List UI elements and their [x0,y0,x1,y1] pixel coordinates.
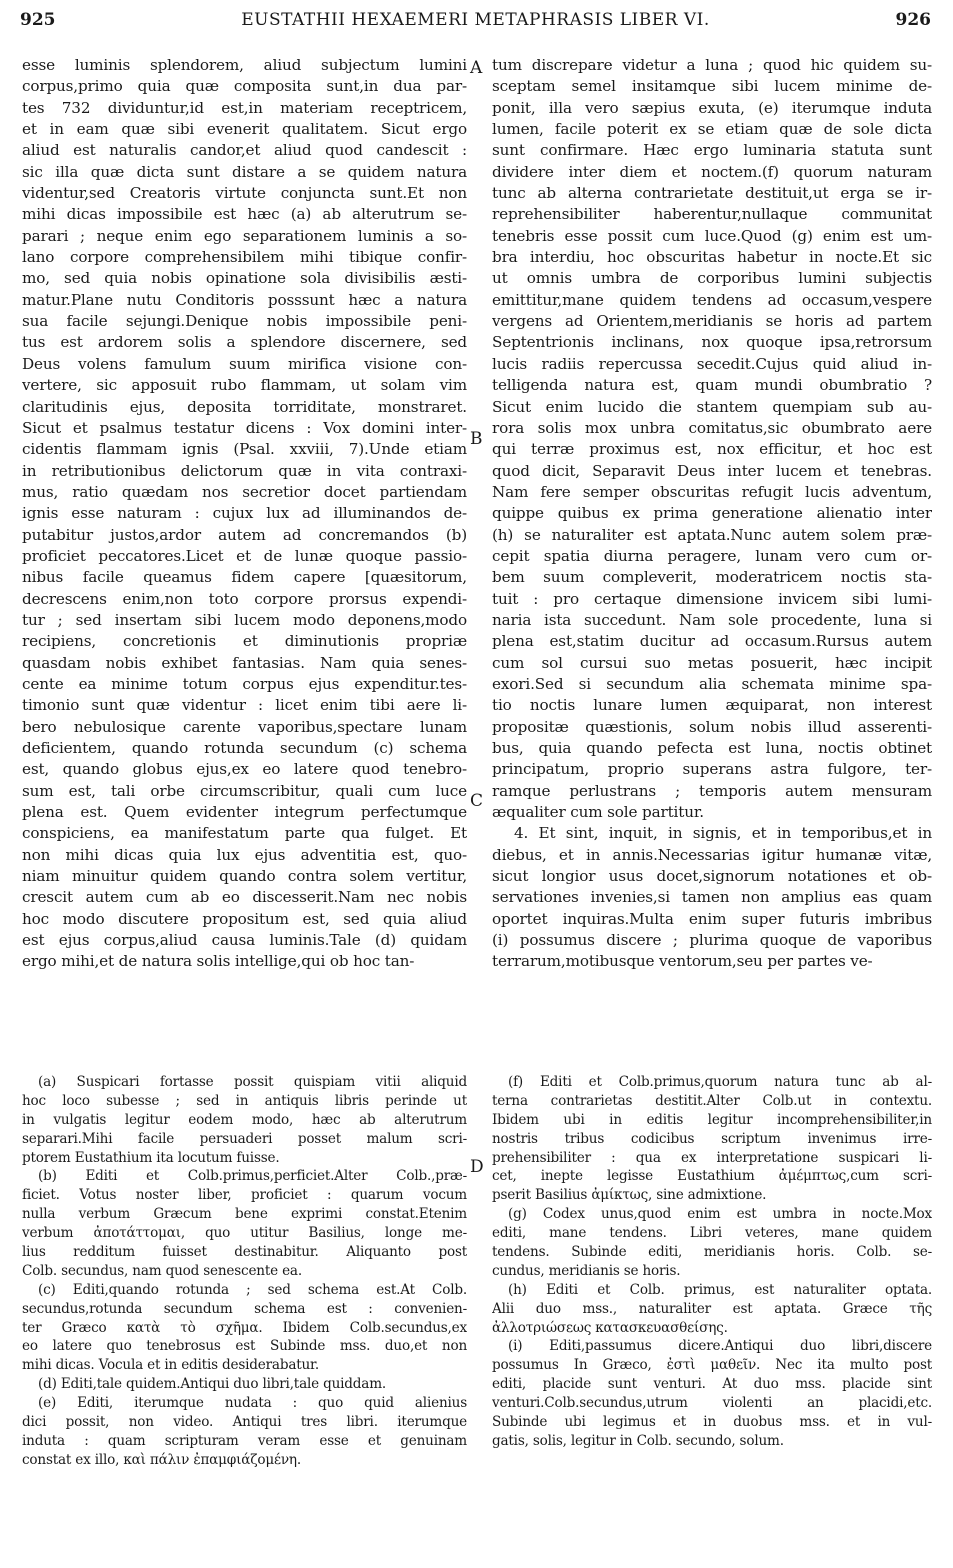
text-line: tunc ab alterna contrarietate destituit,ut erga se ir- [492,184,932,203]
footnote-line: gatis, solis, legitur in Colb. secundo, solum. [492,1432,784,1449]
text-line: recipiens, concretionis et diminutionis propriæ [22,632,467,651]
text-line: sceptam semel insitamque sibi lucem minime de- [492,77,932,96]
text-line: lumen, facile poterit ex se etiam quæ de sole dicta [492,120,932,139]
text-line: dividere inter diem et noctem.(f) quorum naturam [492,162,932,181]
footnote-line: Alii duo mss., naturaliter est aptata. Græce τῆς [492,1300,932,1317]
footnote-line: hoc loco subesse ; sed in antiquis libris perinde ut [22,1092,467,1109]
text-line: diebus, et in annis.Necessarias igitur humanæ vitæ, [492,845,932,864]
text-line: crescit autem cum ab eo discesserit.Nam nec nobis [22,888,467,907]
footnote-line: terna contrarietas destitit.Alter Colb.ut in contextu. [492,1092,932,1109]
text-line: esse luminis splendorem, aliud subjectum lumini [22,56,467,74]
footnote-line: ptorem Eustathium ita locutum fuisse. [22,1149,280,1166]
right-text-column [492,55,932,973]
text-line: telligenda natura est, quam mundi obumbratio ? [492,376,932,395]
text-line: tuit : pro certaque dimensione invicem sibi lumi- [492,589,932,608]
text-line: vergens ad Orientem,meridianis se horis ad partem [492,312,932,331]
text-line: Nam fere semper obscuritas refugit lucis adventum, [492,482,932,501]
footnote-line: (f) Editi et Colb.primus,quorum natura tunc ab al- [508,1074,932,1090]
footnote-line: (a) Suspicari fortasse possit quispiam vitii aliquid [38,1074,467,1090]
text-line: ut omnis umbra de corporibus lumini subjectis [492,269,932,288]
margin-letter-c: C [470,791,484,811]
text-line: non mihi dicas quia lux ejus adventitia est, quo- [22,845,467,864]
footnote-line: (c) Editi,quando rotunda ; sed schema est.At Colb. [38,1281,467,1298]
text-line: principatum, proprio superans astra fulgore, ter- [492,760,932,779]
footnote-line: (i) Editi,passumus dicere.Antiqui duo libri,discere [508,1338,932,1355]
text-line: reprehensibiliter haberentur,nullaque communitat [492,205,932,224]
footnote-line: nulla verbum Græcum bene exprimi constat.Etenim [22,1206,467,1223]
footnote-line: (h) Editi et Colb. primus, est naturaliter optata. [508,1281,932,1298]
footnote-line: (b) Editi et Colb.primus,perficiet.Alter Colb.,præ- [38,1168,467,1185]
footnote-line: constat ex illo, καὶ πάλιν ἐπαμφιάζομένη. [22,1451,301,1468]
text-line: vertere, sic apposuit rubo flammam, ut solam vim [22,376,467,395]
text-line: bero nebulosique carente vaporibus,spectare lunam [22,717,467,736]
footnote-line: induta : quam scripturam veram esse et genuinam [22,1432,467,1449]
text-line: plena est. Quem evidenter integrum perfectumque [22,803,467,822]
text-line: quasdam nobis exhibet fantasias. Nam quia senes- [22,653,467,672]
text-line: et in eam quæ sibi evenerit qualitatem. Sicut ergo [22,120,467,139]
footnote-line: pserit Basilius ἀμίκτως, sine admixtione. [492,1187,767,1204]
text-line: (i) possumus discere ; plurima quoque de vaporibus [492,931,932,950]
footnote-line: Ibidem ubi in editis legitur incomprehensibiliter,in [492,1111,932,1128]
text-line: Deus volens famulum suum mirifica visione con- [22,354,467,373]
text-line: decrescens enim,non toto corpore prorsus expendi- [22,589,467,608]
footnote-line: mihi dicas. Vocula et in editis desiderabatur. [22,1357,319,1374]
text-line: ignis esse naturam : cujux lux ad illuminandos de- [22,504,467,523]
text-line: æqualiter cum sole partitur. [492,803,704,822]
text-line: bus, quia quando pefecta est luna, noctis obtinet [492,739,932,757]
footnote-line: editi, mane tendens. Libri veteres, mane quidem [492,1225,932,1242]
text-line: timonio sunt quæ videntur : licet enim tibi aere li- [22,696,467,715]
text-line: lano corpore comprehensibilem mihi tibique confir- [22,248,467,267]
text-line: corpus,primo quia quæ composita sunt,in dua par- [22,77,467,96]
text-line: servationes invenies,si tamen non amplius eas quam [492,888,932,907]
text-line: oportet inquiras.Multa enim super futuris imbribus [492,909,932,928]
text-line: sum est, tali orbe circumscribitur, quali cum luce [22,781,467,800]
text-line: conspiciens, ea manifestatum parte qua fulget. Et [22,824,467,843]
right-footnotes [492,1073,932,1451]
footnote-line: editi, placide sunt venturi. At duo mss. placide sint [492,1376,932,1393]
margin-letter-d: D [470,1157,484,1177]
footnote-line: (d) Editi,tale quidem.Antiqui duo libri,tale quiddam. [38,1376,387,1393]
text-line: naria ista succedunt. Nam sole procedente, luna si [492,610,932,629]
text-line: qui terræ proximus est, nox efficitur, et hoc est [492,440,932,459]
text-line: niam minuitur quidem quando contra solem vertitur, [22,867,467,886]
footnote-line: secundus,rotunda secundum schema est : convenien- [22,1300,467,1317]
footnote-line: ficiet. Votus noster liber, proficiet : quarum vocum [22,1187,467,1204]
text-line: videntur,sed Creatoris virtute conjuncta sunt.Et non [22,184,467,203]
text-line: deficientem, quando rotunda secundum (c) schema [22,739,467,757]
text-line: hoc modo discutere propositum est, sed quia aliud [22,909,467,928]
text-line: Sicut enim lucido die stantem quempiam sub au- [492,397,932,416]
text-line: est, quando globus ejus,ex eo latere quod tenebro- [22,760,467,779]
text-line: proficiet peccatores.Licet et de lunæ quoque passio- [22,546,467,565]
footnote-line: tendens. Subinde editi, meridianis horis. Colb. se- [492,1244,932,1261]
text-line: ponit, illa vero sæpius exuta, (e) iterumque induta [492,98,932,117]
footnote-line: ἀλλοτριώσεως κατασκευασθείσης. [492,1319,728,1336]
text-line: sua facile sejungi.Denique nobis impossibile peni- [22,312,467,331]
footnote-line: possumus In Græco, ἐστὶ μαθεῖν. Nec ita multo post [492,1357,932,1374]
running-title: EUSTATHII HEXAEMERI METAPHRASIS LIBER VI. [241,10,710,30]
text-line: (h) se naturaliter est aptata.Nunc autem solem præ- [492,525,932,544]
text-line: sunt confirmare. Hæc ergo luminaria statuta sunt [492,141,932,160]
text-line: exori.Sed si secundum alia schemata minime spa- [492,674,932,693]
text-line: tus est ardorem solis a splendore discernere, sed [22,333,467,352]
page-number-right: 926 [895,10,931,30]
text-line: Septentrionis inclinans, nox quoque ipsa,retrorsum [492,333,932,352]
footnote-line: nostris tribus codicibus scriptum invenimus irre- [492,1130,932,1147]
left-text-column [22,55,467,973]
text-line: Sicut et psalmus testatur dicens : Vox domini inter- [22,418,467,437]
text-line: quod dicit, Separavit Deus inter lucem et tenebras. [492,461,932,480]
text-line: mihi dicas impossibile est hæc (a) ab alterutrum se- [22,205,467,224]
text-line: rora solis mox unbra comitatus,sic obumbrato aere [492,418,932,437]
footnote-line: separari.Mihi facile persuaderi posset malum scri- [22,1130,467,1147]
footnote-line: dici possit, non video. Antiqui tres libri. iterumque [22,1414,467,1431]
text-line: nibus facile queamus fidem capere [quæsitorum, [22,568,467,587]
text-line: quippe quibus ex prima generatione alienatio inter [492,504,932,523]
text-line: bra interdiu, hoc obscuritas habetur in nocte.Et sic [492,248,932,267]
text-line: tio noctis lunare lumen æquiparat, non interest [492,696,932,715]
text-line: cente ea minime totum corpus ejus expenditur.tes- [22,674,467,693]
text-line: est ejus corpus,aliud causa luminis.Tale (d) quidam [22,931,467,950]
left-footnotes [22,1073,467,1470]
footnote-line: (g) Codex unus,quod enim est umbra in nocte.Mox [508,1206,932,1223]
text-line: aliud est naturalis candor,et aliud quod candescit : [22,141,467,160]
text-line: plena est,statim ducitur ad occasum.Rursus autem [492,632,932,651]
footnote-line: cundus, meridianis se horis. [492,1262,681,1279]
text-line: terrarum,motibusque ventorum,seu per partes ve- [492,952,873,971]
footnote-line: Subinde ubi legimus et in duobus mss. et in vul- [492,1414,932,1431]
text-line: tenebris esse possit cum luce.Quod (g) enim est um- [492,226,932,245]
footnote-line: cet, inepte legisse Eustathium ἀμέμπτως,cum scri- [492,1168,932,1185]
text-line: cepit spatia diurna peragere, lunam vero cum or- [492,546,932,565]
footnote-line: in vulgatis legitur eodem modo, hæc ab alterutrum [22,1111,467,1128]
text-line: bem suum compleverit, moderatricem noctis sta- [492,568,932,587]
footnote-line: venturi.Colb.secundus,utrum violenti an placidi,etc. [492,1395,932,1412]
text-line: ramque perlustrans ; temporis autem mensuram [492,781,932,800]
footnote-line: verbum ἀποτάττομαι, quo utitur Basilius, longe me- [22,1225,467,1242]
page-header [20,10,931,40]
margin-letter-a: A [470,58,483,78]
margin-letter-b: B [470,429,483,449]
footnote-line: eo latere quo tenebrosus est Subinde mss. duo,et non [22,1338,467,1355]
text-line: putabitur justos,ardor autem ad concremandos (b) [22,525,467,544]
text-line: matur.Plane nutu Conditoris posssunt hæc a natura [22,290,467,309]
footnote-line: (e) Editi, iterumque nudata : quo quid alienius [38,1395,467,1412]
text-line: parari ; neque enim ego separationem luminis a so- [22,226,467,245]
footnote-line: Colb. secundus, nam quod senescente ea. [22,1262,302,1279]
text-line: propositæ quæstionis, solum nobis illud asserenti- [492,717,932,736]
text-line: 4. Et sint, inquit, in signis, et in temporibus,et in [514,824,932,843]
text-line: cum sol cursui suo metas posuerit, hæc incipit [492,653,932,672]
text-line: ergo mihi,et de natura solis intellige,qui ob hoc tan- [22,952,415,971]
footnote-line: lius redditum fuisset destinabitur. Aliquanto post [22,1244,467,1261]
footnote-line: prehensibiliter : qua ex interpretatione suspicari li- [492,1149,932,1166]
text-line: claritudinis ejus, deposita torriditate, monstraret. [22,397,467,416]
text-line: mo, sed quia nobis opinatione sola divisibilis æsti- [22,269,467,288]
text-line: lucis radiis repercussa secedit.Cujus quid aliud in- [492,354,932,373]
text-line: sicut longior usus docet,signorum notationes et ob- [492,867,932,886]
footnote-line: ter Græco κατὰ τὸ σχῆμα. Ibidem Colb.secundus,ex [22,1319,467,1336]
text-line: tes 732 dividuntur,id est,in materiam receptricem, [22,98,467,117]
text-line: sic illa quæ dicta sunt distare a se quidem natura [22,162,467,181]
text-line: tur ; sed insertam sibi lucem modo deponens,modo [22,610,467,629]
text-line: tum discrepare videtur a luna ; quod hic quidem su- [492,56,932,74]
page-number-left: 925 [20,10,56,30]
text-line: mus, ratio quædam nos secretior docet partiendam [22,482,467,501]
text-line: emittitur,mane quidem tendens ad occasum,vespere [492,290,932,309]
text-line: cidentis flammam ignis (Psal. xxviii, 7).Unde etiam [22,440,467,459]
text-line: in retributionibus delictorum quæ in vita contraxi- [22,461,467,480]
